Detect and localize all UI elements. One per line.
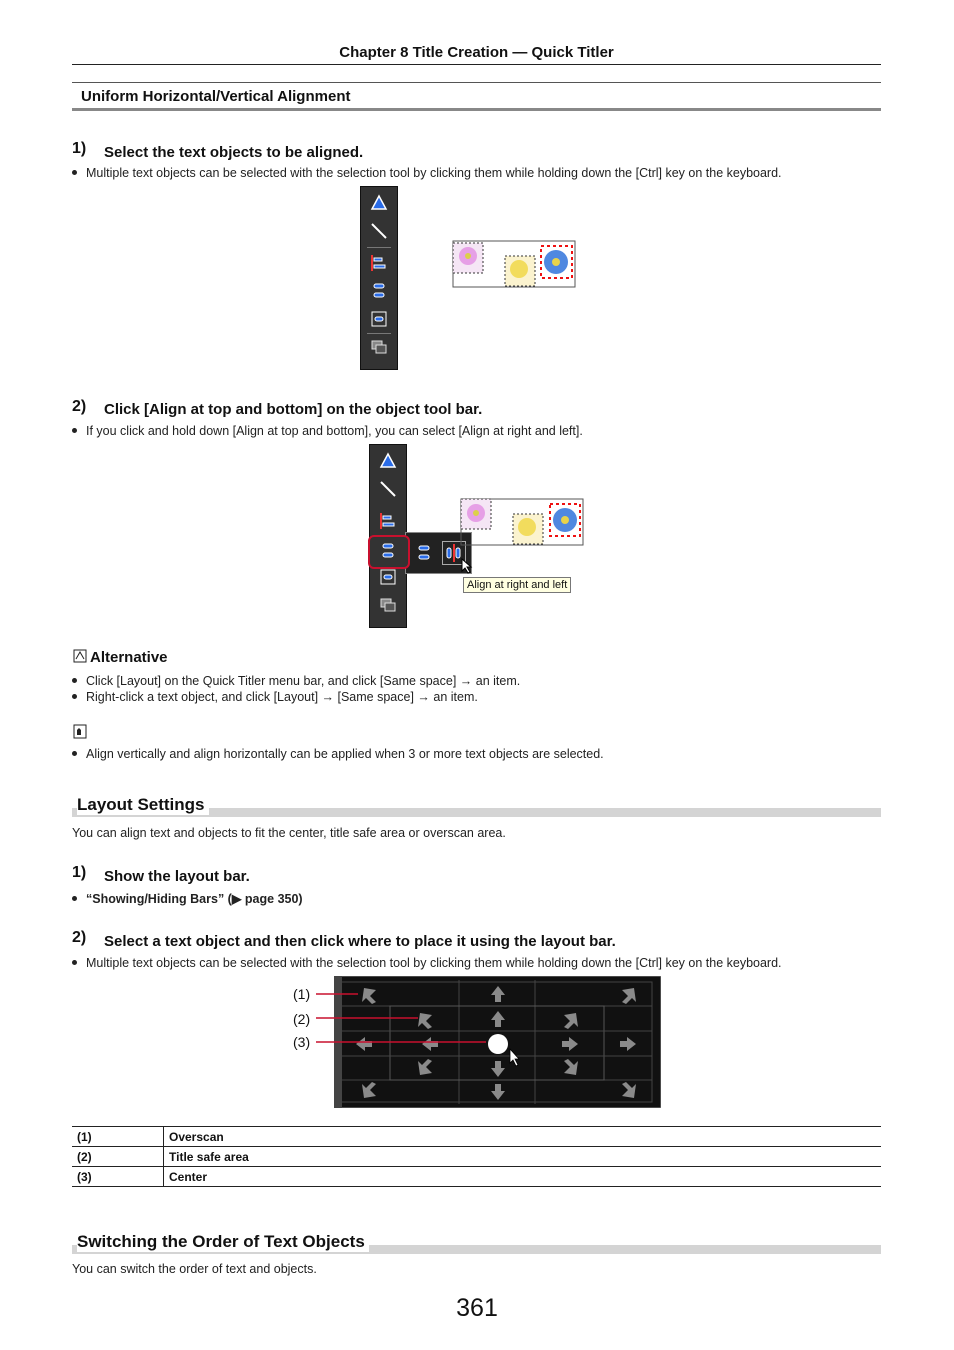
table-cell: (2) bbox=[72, 1147, 164, 1167]
center-align-icon[interactable] bbox=[369, 309, 389, 329]
section-intro: You can align text and objects to fit the center, title safe area or overscan area. bbox=[72, 826, 506, 840]
step-text: Show the layout bar. bbox=[104, 868, 250, 885]
selected-objects-figure bbox=[445, 236, 580, 292]
align-icon[interactable] bbox=[378, 511, 398, 531]
alternative-title: Alternative bbox=[90, 649, 168, 666]
page-number: 361 bbox=[456, 1294, 498, 1322]
section-rule-top bbox=[72, 82, 881, 83]
order-icon[interactable] bbox=[369, 337, 389, 357]
triangle-tool-icon[interactable] bbox=[378, 451, 398, 471]
page-link[interactable]: “Showing/Hiding Bars” (▶ page 350) bbox=[72, 891, 303, 906]
selected-objects-figure bbox=[455, 494, 590, 550]
center-align-icon[interactable] bbox=[378, 567, 398, 587]
line-tool-icon[interactable] bbox=[369, 221, 389, 241]
step-text: Click [Align at top and bottom] on the object tool bar. bbox=[104, 401, 483, 418]
alternative-icon bbox=[73, 649, 87, 663]
table-cell: (3) bbox=[72, 1167, 164, 1187]
step-number: 2) bbox=[72, 929, 87, 946]
section-rule-bottom bbox=[72, 108, 881, 111]
highlight-ring bbox=[368, 535, 410, 569]
step-number: 1) bbox=[72, 864, 87, 881]
order-icon[interactable] bbox=[378, 595, 398, 615]
section-title-layout: Layout Settings bbox=[77, 795, 209, 815]
callout-3: (3) bbox=[293, 1034, 311, 1050]
bullet-item: Right-click a text object, and click [Layout] → [Same space] → an item. bbox=[72, 690, 478, 704]
bullet-item: If you click and hold down [Align at top and bottom], you can select [Align at right and left]. bbox=[72, 424, 583, 438]
section-title-uniform: Uniform Horizontal/Vertical Alignment bbox=[81, 88, 351, 105]
step-number: 1) bbox=[72, 140, 87, 157]
bullet-item: Click [Layout] on the Quick Titler menu bar, and click [Same space] → an item. bbox=[72, 674, 520, 688]
align-top-bottom-icon[interactable] bbox=[378, 541, 398, 561]
tooltip: Align at right and left bbox=[463, 577, 571, 593]
line-tool-icon[interactable] bbox=[378, 479, 398, 499]
callout-1: (1) bbox=[293, 986, 311, 1002]
bullet-item: Multiple text objects can be selected with the selection tool by clicking them while holding down the [Ctrl] key on the keyboard. bbox=[72, 956, 782, 970]
chapter-header: Chapter 8 Title Creation — Quick Titler bbox=[339, 44, 614, 61]
note-icon bbox=[73, 724, 87, 739]
table-cell: Center bbox=[164, 1167, 882, 1187]
align-top-bottom-icon[interactable] bbox=[369, 281, 389, 301]
align-icon[interactable] bbox=[369, 253, 389, 273]
section-intro: You can switch the order of text and objects. bbox=[72, 1262, 317, 1276]
reference-table bbox=[72, 1126, 881, 1187]
step-number: 2) bbox=[72, 398, 87, 415]
header-rule bbox=[72, 64, 881, 65]
object-toolbar bbox=[360, 186, 398, 370]
callout-lines bbox=[314, 986, 504, 1052]
callout-2: (2) bbox=[293, 1011, 311, 1027]
bullet-item: Multiple text objects can be selected with the selection tool by clicking them while holding down the [Ctrl] key on the keyboard. bbox=[72, 166, 782, 180]
align-top-bottom-icon[interactable] bbox=[414, 543, 434, 563]
triangle-tool-icon[interactable] bbox=[369, 193, 389, 213]
arrow-icon bbox=[461, 558, 473, 574]
table-cell: Title safe area bbox=[164, 1147, 882, 1167]
section-title-order: Switching the Order of Text Objects bbox=[77, 1232, 369, 1252]
table-row bbox=[72, 1147, 881, 1167]
step-text: Select the text objects to be aligned. bbox=[104, 144, 364, 161]
bullet-item: Align vertically and align horizontally can be applied when 3 or more text objects are selected. bbox=[72, 747, 604, 761]
table-cell: Overscan bbox=[164, 1127, 882, 1147]
step-text: Select a text object and then click where to place it using the layout bar. bbox=[104, 933, 616, 950]
table-cell: (1) bbox=[72, 1127, 164, 1147]
table-row bbox=[72, 1127, 881, 1147]
table-row bbox=[72, 1167, 881, 1187]
